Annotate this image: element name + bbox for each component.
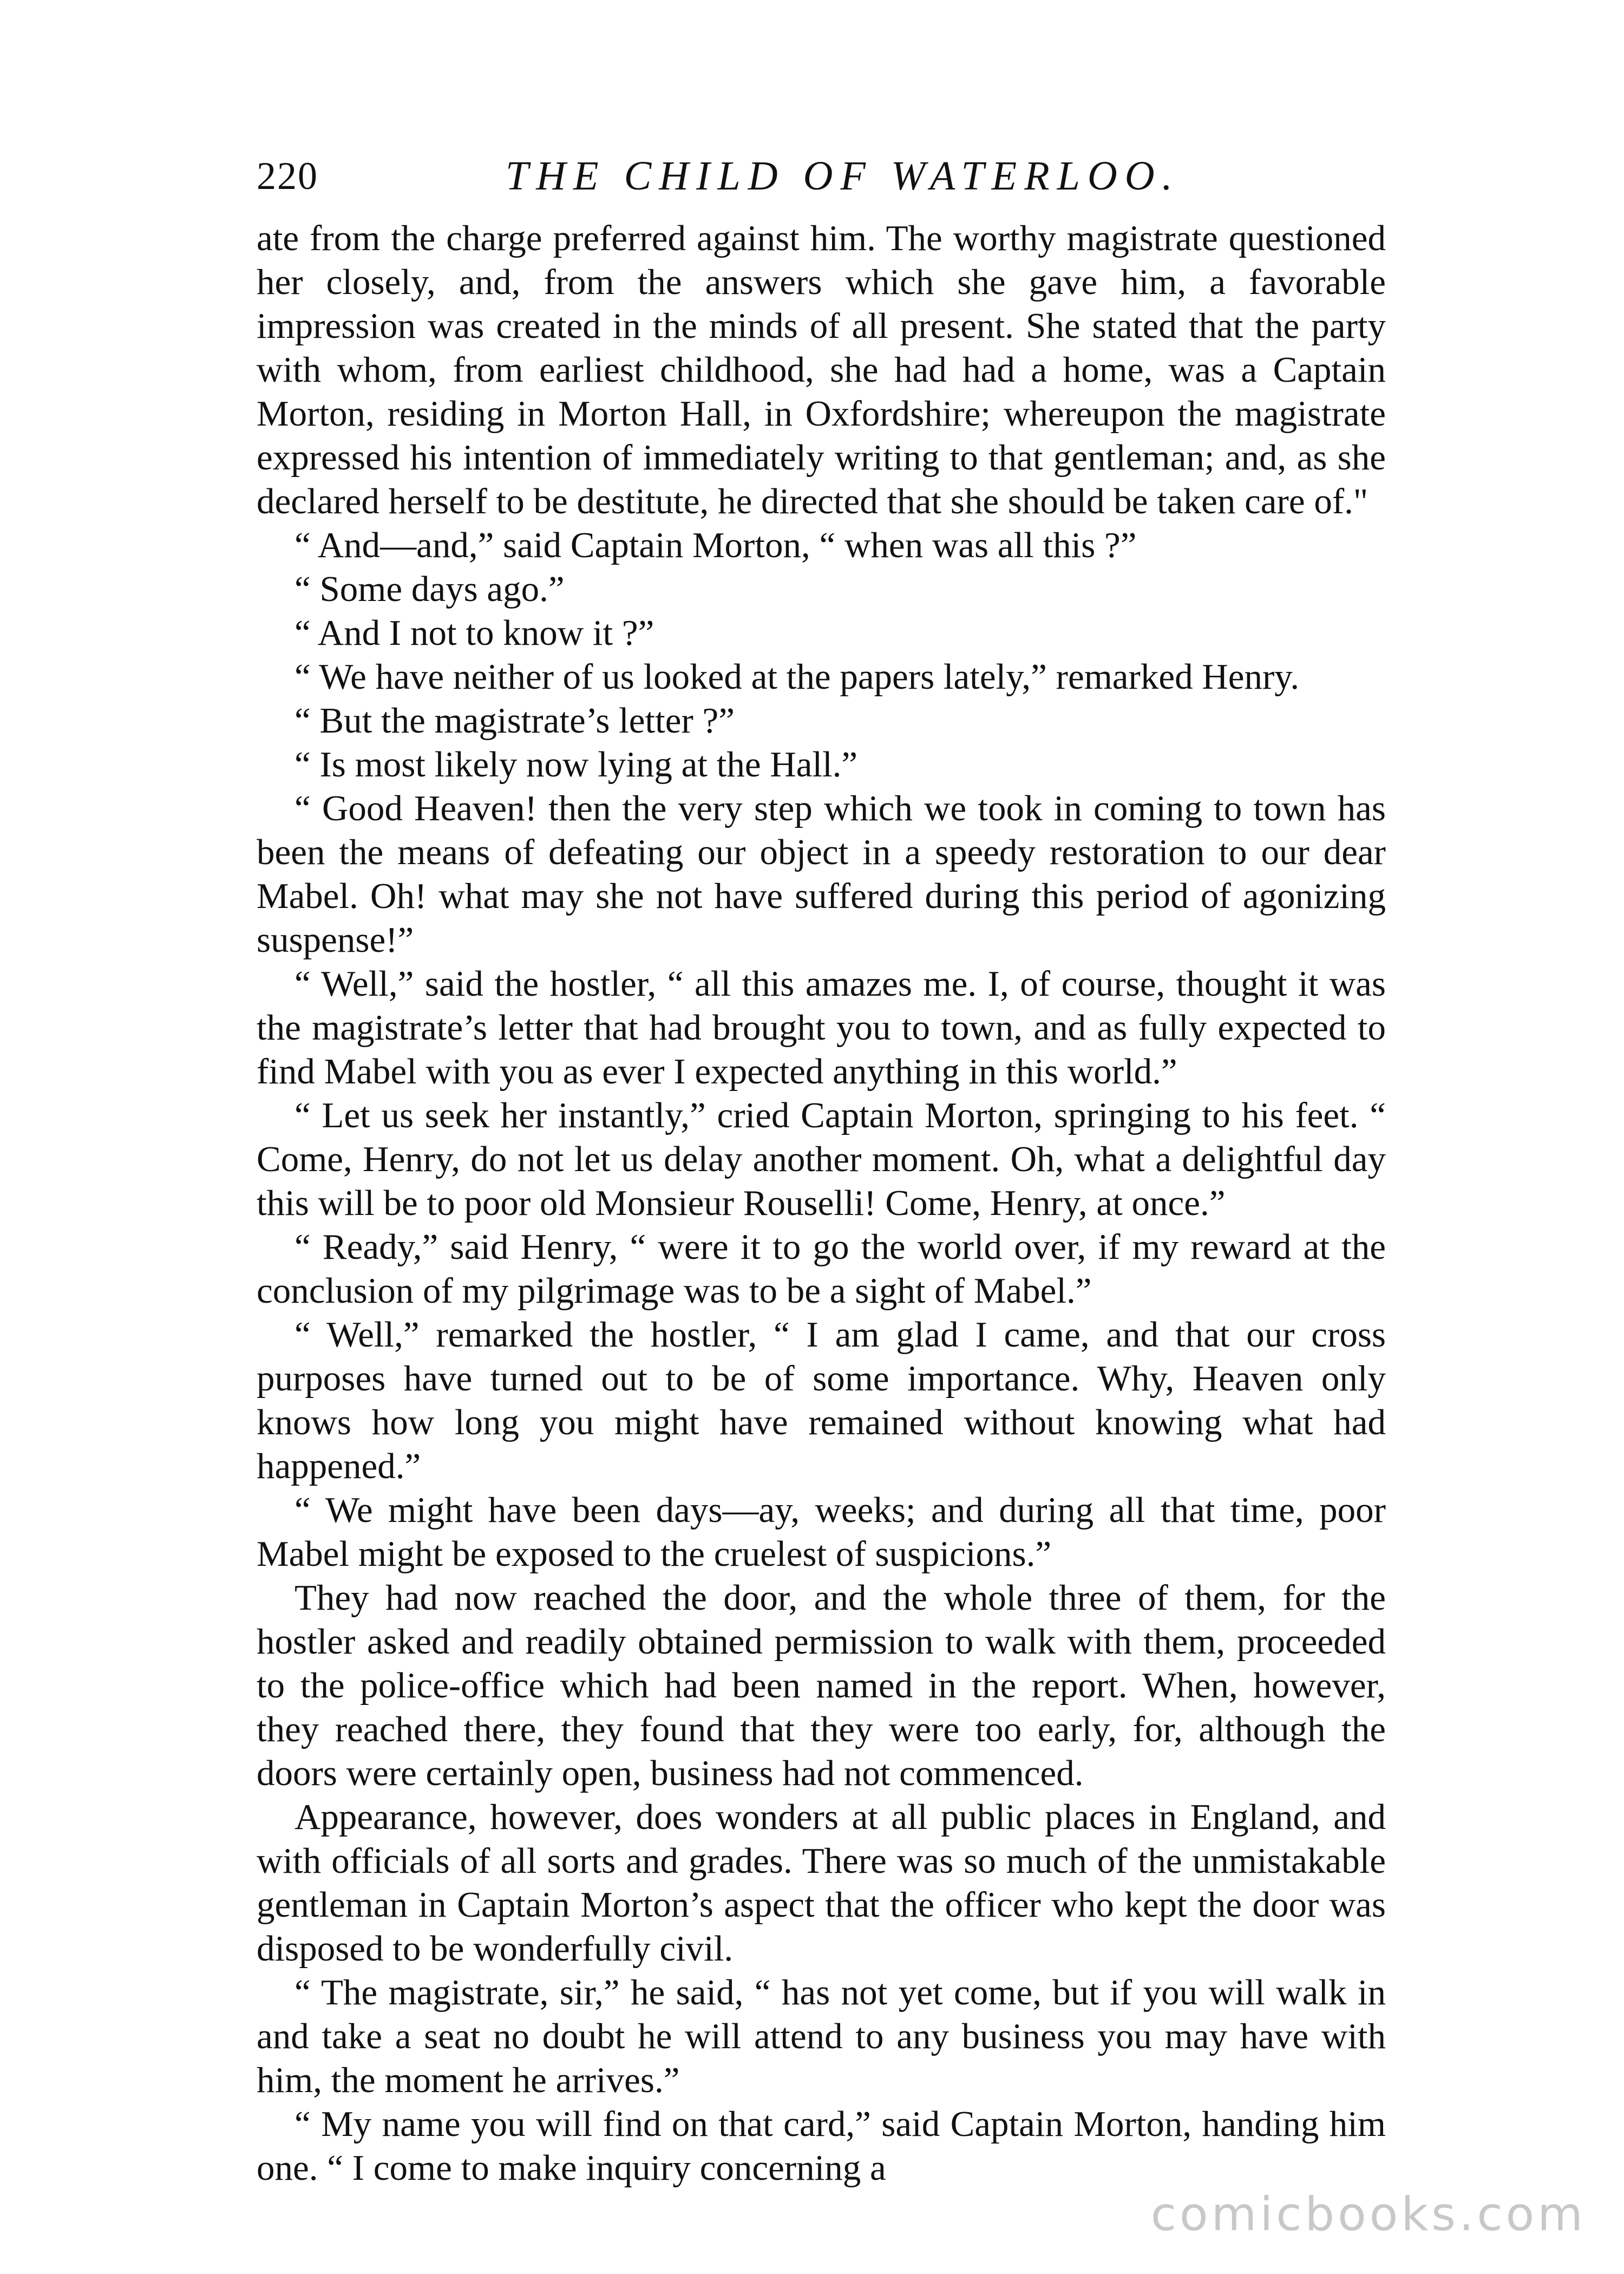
paragraph: “ Ready,” said Henry, “ were it to go the world over, if my reward at the conclusion of my pilgrimage was to be a sight of Mabel.” [257, 1227, 1386, 1311]
paragraph: “ And—and,” said Captain Morton, “ when was all this ?” [294, 525, 1137, 565]
paragraph: “ We have neither of us looked at the papers lately,” remarked Henry. [294, 657, 1300, 697]
paragraph: “ Is most likely now lying at the Hall.” [294, 744, 858, 785]
paragraph: Appearance, however, does wonders at all public places in England, and with officials of all sorts and grades. There was so much of the unmistakable gentleman in Captain Morton’s aspect that the officer who kept the door was disposed to be wonderfully civil. [257, 1797, 1386, 1969]
paragraph: ate from the charge preferred against him. The worthy magistrate questioned her closely, and, from the answers which she gave him, a favorable impression was created in the minds of all present. She stated that the party with whom, from earliest childhood, she had had a home, was a Captain Morton, residing in Morton Hall, in Oxfordshire; whereupon the magistrate expressed his intention of immediately writing to that gentleman; and, as she declared herself to be destitute, he directed that she should be taken care of." [257, 218, 1386, 521]
paragraph: “ Well,” remarked the hostler, “ I am glad I came, and that our cross purposes have turned out to be of some importance. Why, Heaven only knows how long you might have remained without knowing what had happened.” [257, 1315, 1386, 1486]
running-title: THE CHILD OF WATERLOO. [506, 153, 1180, 199]
paragraph: “ And I not to know it ?” [294, 613, 654, 653]
paragraph: “ The magistrate, sir,” he said, “ has not yet come, but if you will walk in and take a seat no doubt he will attend to any business you may have with him, the moment he arrives.” [257, 1972, 1386, 2100]
paragraph: “ But the magistrate’s letter ?” [294, 701, 735, 741]
paragraph: “ Some days ago.” [294, 569, 565, 609]
page-number: 220 [257, 154, 318, 198]
page-header [257, 146, 1383, 206]
text-body [257, 217, 1386, 2190]
paragraph: “ We might have been days—ay, weeks; and during all that time, poor Mabel might be exposed to the cruelest of suspicions.” [257, 1490, 1386, 1574]
paragraph: “ Let us seek her instantly,” cried Captain Morton, springing to his feet. “ Come, Henry, do not let us delay another moment. Oh, what a delightful day this will be to poor old Monsieur Rouselli! Come, Henry, at once.” [257, 1095, 1386, 1223]
watermark: comicbooks.com [1150, 2187, 1586, 2242]
paragraph: “ Good Heaven! then the very step which we took in coming to town has been the means of defeating our object in a speedy restoration to our dear Mabel. Oh! what may she not have suffered during this period of agonizing suspense!” [257, 788, 1386, 960]
paragraph: “ Well,” said the hostler, “ all this amazes me. I, of course, thought it was the magistrate’s letter that had brought you to town, and as fully expected to find Mabel with you as ever I expected anything in this world.” [257, 964, 1386, 1092]
paragraph: “ My name you will find on that card,” said Captain Morton, handing him one. “ I come to make inquiry concerning a [257, 2104, 1386, 2188]
paragraph: They had now reached the door, and the whole three of them, for the hostler asked and readily obtained permission to walk with them, proceeded to the police-office which had been named in the report. When, however, they reached there, they found that they were too early, for, although the doors were certainly open, business had not commenced. [257, 1578, 1386, 1793]
